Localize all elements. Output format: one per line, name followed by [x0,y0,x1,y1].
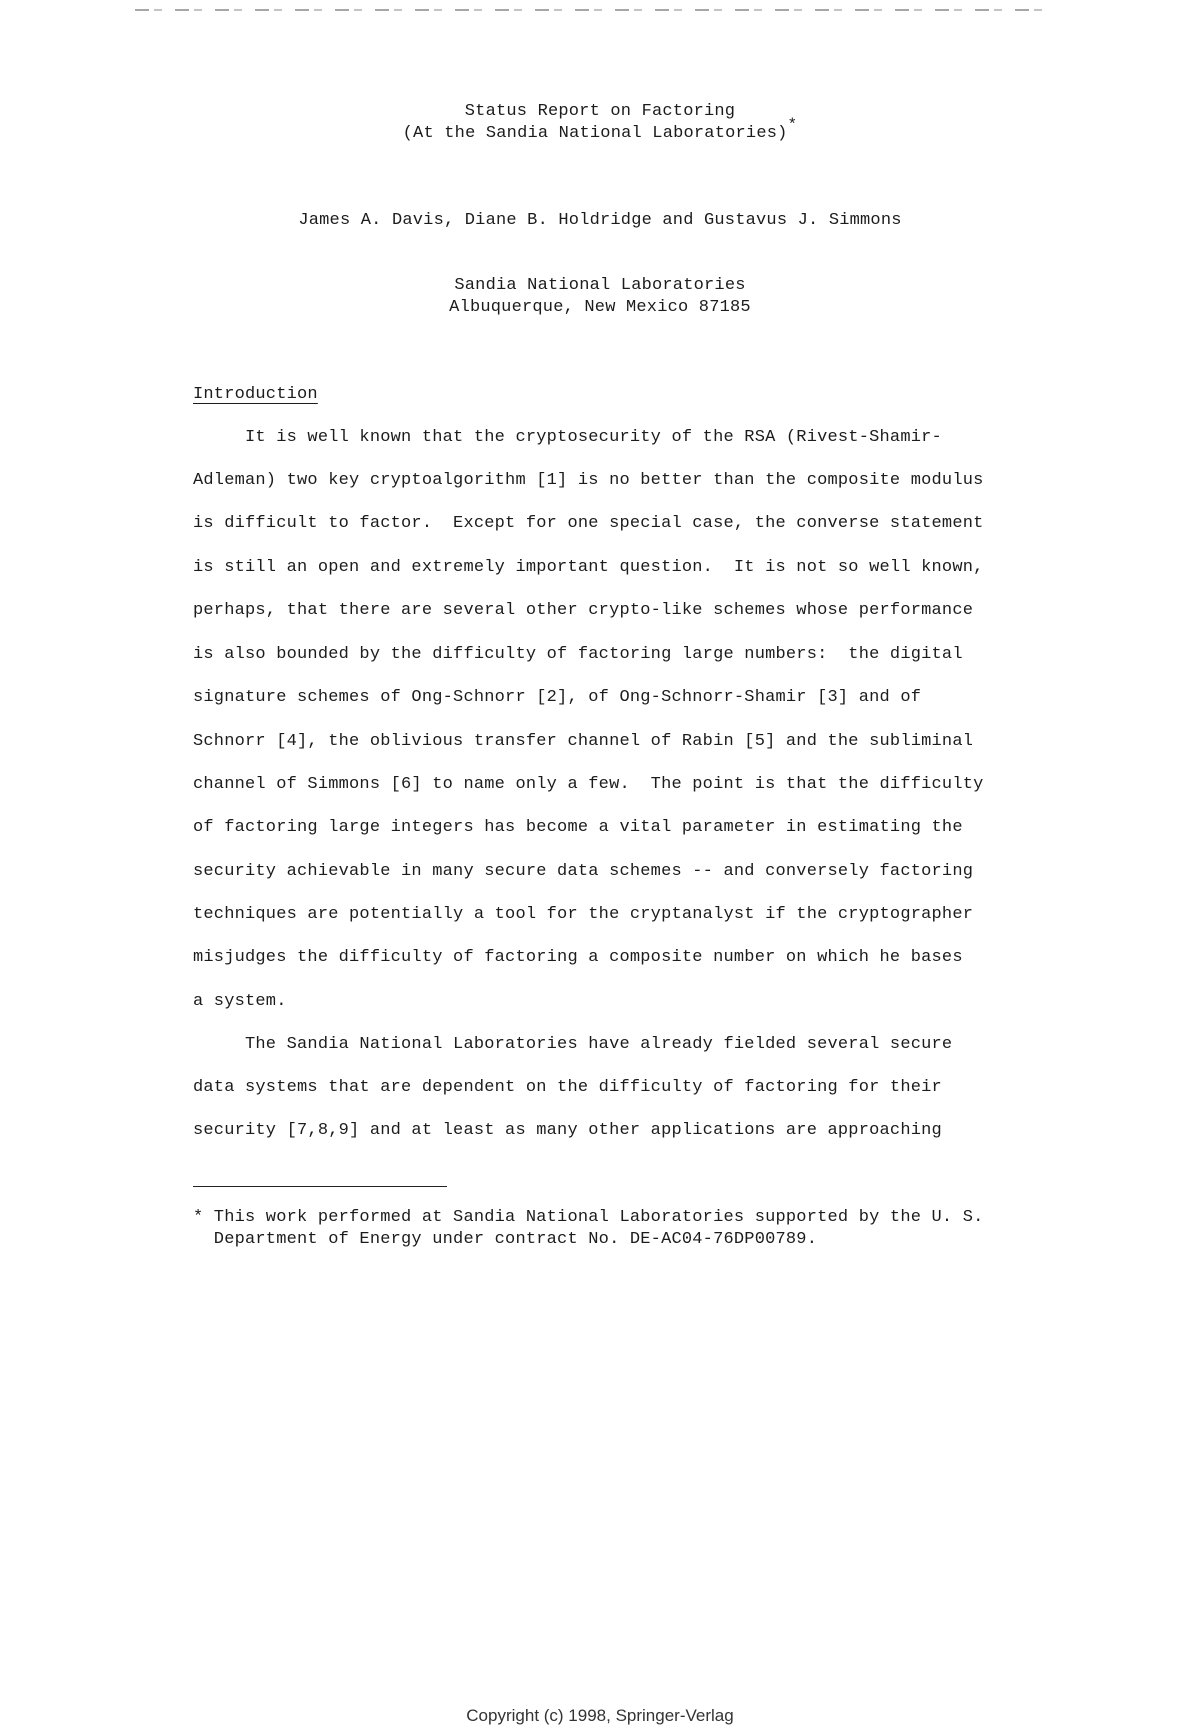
body-line: Adleman) two key cryptoalgorithm [1] is no better than the composite modulus [193,471,984,490]
paper-title-line-2-text: (At the Sandia National Laboratories) [402,124,788,143]
affiliation-address: Albuquerque, New Mexico 87185 [449,298,751,317]
body-line: data systems that are dependent on the difficulty of factoring for their [193,1078,942,1097]
footnote-divider [193,1186,447,1187]
body-line: Schnorr [4], the oblivious transfer channel of Rabin [5] and the subliminal [193,732,974,751]
body-line: The Sandia National Laboratories have already fielded several secure [193,1035,953,1054]
body-line: perhaps, that there are several other crypto-like schemes whose performance [193,601,974,620]
body-line: security [7,8,9] and at least as many other applications are approaching [193,1121,942,1140]
body-line: is difficult to factor. Except for one special case, the converse statement [193,514,984,533]
section-heading: Introduction [193,385,318,404]
scan-edge-artifact [135,9,1050,11]
title-footnote-mark: * [787,116,798,134]
footnote-line: Department of Energy under contract No. DE-AC04-76DP00789. [193,1230,818,1249]
paper-title-line-2 [0,116,1200,144]
body-line: techniques are potentially a tool for the cryptanalyst if the cryptographer [193,905,974,924]
affiliation-name: Sandia National Laboratories [454,276,746,295]
body-line: signature schemes of Ong-Schnorr [2], of Ong-Schnorr-Shamir [3] and of [193,688,922,707]
body-line: misjudges the difficulty of factoring a composite number on which he bases [193,948,963,967]
body-line: It is well known that the cryptosecurity of the RSA (Rivest-Shamir- [193,428,942,447]
author-list: James A. Davis, Diane B. Holdridge and Gustavus J. Simmons [298,211,902,230]
body-line: of factoring large integers has become a vital parameter in estimating the [193,818,963,837]
body-line: is still an open and extremely important question. It is not so well known, [193,558,984,577]
footnote-line: * This work performed at Sandia National Laboratories supported by the U. S. [193,1208,984,1227]
body-line: channel of Simmons [6] to name only a few. The point is that the difficulty [193,775,984,794]
body-line: security achievable in many secure data schemes -- and conversely factoring [193,862,974,881]
paper-title-line-1: Status Report on Factoring [464,102,736,121]
copyright-notice: Copyright (c) 1998, Springer-Verlag [466,1706,734,1725]
body-line: is also bounded by the difficulty of factoring large numbers: the digital [193,645,963,664]
body-line: a system. [193,992,287,1011]
